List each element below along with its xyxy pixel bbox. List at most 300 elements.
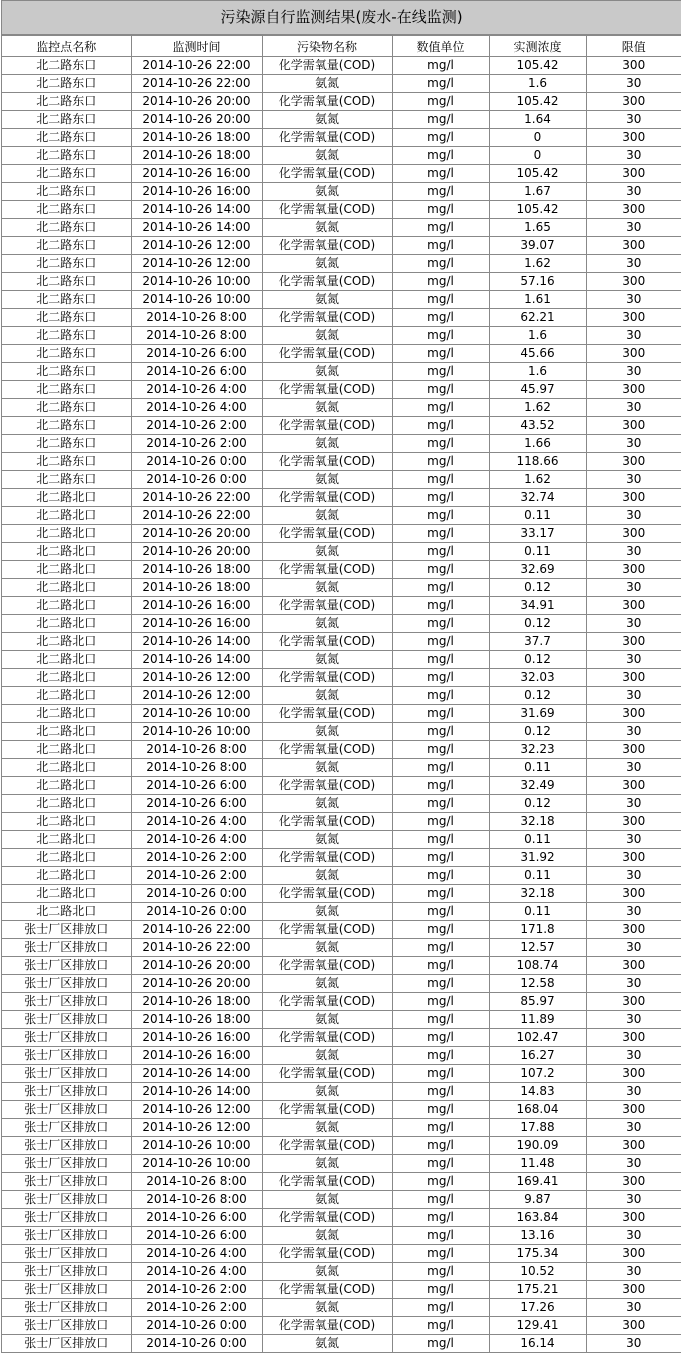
table-row [2,291,681,309]
unit-cell: mg/l [392,417,489,435]
concentration-cell: 105.42 [489,57,586,75]
limit-cell: 30 [586,1227,681,1245]
site-cell: 张士厂区排放口 [2,1101,131,1119]
time-cell: 2014-10-26 10:00 [131,1137,262,1155]
concentration-cell: 0.11 [489,759,586,777]
concentration-cell: 190.09 [489,1137,586,1155]
table-row [2,1209,681,1227]
pollutant-cell: 氨氮 [262,111,392,129]
pollutant-cell: 氨氮 [262,759,392,777]
table-row [2,165,681,183]
site-cell: 北二路东口 [2,165,131,183]
concentration-cell: 0.11 [489,831,586,849]
table-row [2,507,681,525]
table-row [2,939,681,957]
limit-cell: 30 [586,1191,681,1209]
unit-cell: mg/l [392,1227,489,1245]
pollutant-cell: 化学需氧量(COD) [262,633,392,651]
site-cell: 北二路北口 [2,579,131,597]
site-cell: 张士厂区排放口 [2,975,131,993]
concentration-cell: 0.11 [489,507,586,525]
site-cell: 北二路东口 [2,201,131,219]
limit-cell: 300 [586,453,681,471]
concentration-cell: 37.7 [489,633,586,651]
limit-cell: 30 [586,615,681,633]
table-row [2,471,681,489]
limit-cell: 300 [586,1065,681,1083]
site-cell: 张士厂区排放口 [2,957,131,975]
unit-cell: mg/l [392,75,489,93]
time-cell: 2014-10-26 16:00 [131,615,262,633]
unit-cell: mg/l [392,93,489,111]
unit-cell: mg/l [392,1173,489,1191]
site-cell: 张士厂区排放口 [2,1155,131,1173]
site-cell: 张士厂区排放口 [2,1173,131,1191]
time-cell: 2014-10-26 2:00 [131,1299,262,1317]
unit-cell: mg/l [392,1335,489,1353]
limit-cell: 300 [586,705,681,723]
unit-cell: mg/l [392,381,489,399]
limit-cell: 300 [586,885,681,903]
limit-cell: 300 [586,201,681,219]
site-cell: 北二路东口 [2,255,131,273]
pollutant-cell: 化学需氧量(COD) [262,1317,392,1335]
column-header-concentration: 实测浓度 [489,36,586,57]
table-row [2,1065,681,1083]
table-row [2,777,681,795]
table-row [2,219,681,237]
concentration-cell: 0.12 [489,615,586,633]
concentration-cell: 1.6 [489,327,586,345]
concentration-cell: 1.6 [489,75,586,93]
time-cell: 2014-10-26 22:00 [131,75,262,93]
concentration-cell: 1.65 [489,219,586,237]
site-cell: 北二路北口 [2,867,131,885]
site-cell: 北二路北口 [2,723,131,741]
unit-cell: mg/l [392,165,489,183]
table-row [2,831,681,849]
limit-cell: 30 [586,1335,681,1353]
pollutant-cell: 化学需氧量(COD) [262,1281,392,1299]
unit-cell: mg/l [392,831,489,849]
unit-cell: mg/l [392,111,489,129]
unit-cell: mg/l [392,687,489,705]
time-cell: 2014-10-26 6:00 [131,363,262,381]
concentration-cell: 16.14 [489,1335,586,1353]
table-row [2,489,681,507]
time-cell: 2014-10-26 18:00 [131,1011,262,1029]
table-row [2,993,681,1011]
time-cell: 2014-10-26 2:00 [131,417,262,435]
time-cell: 2014-10-26 16:00 [131,597,262,615]
site-cell: 北二路北口 [2,489,131,507]
unit-cell: mg/l [392,291,489,309]
time-cell: 2014-10-26 22:00 [131,921,262,939]
unit-cell: mg/l [392,1047,489,1065]
time-cell: 2014-10-26 22:00 [131,489,262,507]
unit-cell: mg/l [392,471,489,489]
unit-cell: mg/l [392,327,489,345]
time-cell: 2014-10-26 20:00 [131,525,262,543]
limit-cell: 300 [586,525,681,543]
time-cell: 2014-10-26 8:00 [131,1191,262,1209]
concentration-cell: 39.07 [489,237,586,255]
time-cell: 2014-10-26 18:00 [131,561,262,579]
limit-cell: 30 [586,75,681,93]
concentration-cell: 0 [489,129,586,147]
time-cell: 2014-10-26 2:00 [131,1281,262,1299]
pollutant-cell: 氨氮 [262,615,392,633]
pollutant-cell: 化学需氧量(COD) [262,525,392,543]
pollutant-cell: 氨氮 [262,363,392,381]
limit-cell: 30 [586,111,681,129]
site-cell: 张士厂区排放口 [2,921,131,939]
time-cell: 2014-10-26 18:00 [131,147,262,165]
table-row [2,417,681,435]
site-cell: 北二路北口 [2,777,131,795]
limit-cell: 30 [586,1155,681,1173]
pollutant-cell: 化学需氧量(COD) [262,813,392,831]
pollutant-cell: 化学需氧量(COD) [262,237,392,255]
unit-cell: mg/l [392,1137,489,1155]
limit-cell: 300 [586,1317,681,1335]
table-row [2,813,681,831]
table-row [2,1227,681,1245]
site-cell: 北二路北口 [2,687,131,705]
table-row [2,849,681,867]
table-row [2,147,681,165]
time-cell: 2014-10-26 8:00 [131,327,262,345]
time-cell: 2014-10-26 18:00 [131,993,262,1011]
limit-cell: 300 [586,669,681,687]
site-cell: 北二路东口 [2,363,131,381]
concentration-cell: 108.74 [489,957,586,975]
time-cell: 2014-10-26 10:00 [131,705,262,723]
concentration-cell: 105.42 [489,201,586,219]
limit-cell: 300 [586,1209,681,1227]
pollutant-cell: 氨氮 [262,1119,392,1137]
table-row [2,525,681,543]
pollutant-cell: 化学需氧量(COD) [262,957,392,975]
limit-cell: 300 [586,777,681,795]
table-row [2,885,681,903]
concentration-cell: 9.87 [489,1191,586,1209]
time-cell: 2014-10-26 10:00 [131,291,262,309]
site-cell: 张士厂区排放口 [2,1299,131,1317]
time-cell: 2014-10-26 12:00 [131,687,262,705]
time-cell: 2014-10-26 16:00 [131,1029,262,1047]
table-row [2,615,681,633]
time-cell: 2014-10-26 0:00 [131,885,262,903]
limit-cell: 30 [586,795,681,813]
unit-cell: mg/l [392,1119,489,1137]
table-row [2,1317,681,1335]
site-cell: 张士厂区排放口 [2,993,131,1011]
pollutant-cell: 氨氮 [262,183,392,201]
site-cell: 北二路北口 [2,543,131,561]
concentration-cell: 118.66 [489,453,586,471]
unit-cell: mg/l [392,705,489,723]
table-row [2,921,681,939]
unit-cell: mg/l [392,777,489,795]
concentration-cell: 171.8 [489,921,586,939]
table-row [2,1011,681,1029]
pollutant-cell: 氨氮 [262,1299,392,1317]
pollutant-cell: 氨氮 [262,831,392,849]
time-cell: 2014-10-26 12:00 [131,237,262,255]
table-row [2,1263,681,1281]
limit-cell: 30 [586,1263,681,1281]
site-cell: 北二路东口 [2,93,131,111]
pollutant-cell: 氨氮 [262,795,392,813]
time-cell: 2014-10-26 8:00 [131,759,262,777]
site-cell: 北二路东口 [2,237,131,255]
site-cell: 张士厂区排放口 [2,1065,131,1083]
concentration-cell: 0.12 [489,687,586,705]
limit-cell: 30 [586,579,681,597]
pollutant-cell: 化学需氧量(COD) [262,1209,392,1227]
pollutant-cell: 化学需氧量(COD) [262,57,392,75]
concentration-cell: 16.27 [489,1047,586,1065]
limit-cell: 300 [586,1101,681,1119]
time-cell: 2014-10-26 16:00 [131,1047,262,1065]
concentration-cell: 0 [489,147,586,165]
limit-cell: 30 [586,1299,681,1317]
limit-cell: 30 [586,651,681,669]
site-cell: 张士厂区排放口 [2,1227,131,1245]
table-row [2,327,681,345]
concentration-cell: 168.04 [489,1101,586,1119]
time-cell: 2014-10-26 22:00 [131,939,262,957]
pollutant-cell: 氨氮 [262,1011,392,1029]
limit-cell: 30 [586,759,681,777]
concentration-cell: 32.18 [489,813,586,831]
limit-cell: 30 [586,291,681,309]
time-cell: 2014-10-26 12:00 [131,255,262,273]
time-cell: 2014-10-26 2:00 [131,849,262,867]
time-cell: 2014-10-26 16:00 [131,183,262,201]
concentration-cell: 45.97 [489,381,586,399]
pollutant-cell: 化学需氧量(COD) [262,201,392,219]
time-cell: 2014-10-26 22:00 [131,507,262,525]
concentration-cell: 32.49 [489,777,586,795]
site-cell: 北二路东口 [2,381,131,399]
table-row [2,273,681,291]
unit-cell: mg/l [392,525,489,543]
pollutant-cell: 化学需氧量(COD) [262,1245,392,1263]
concentration-cell: 0.11 [489,543,586,561]
time-cell: 2014-10-26 6:00 [131,795,262,813]
time-cell: 2014-10-26 12:00 [131,1101,262,1119]
table-row [2,381,681,399]
site-cell: 北二路北口 [2,903,131,921]
pollutant-cell: 化学需氧量(COD) [262,165,392,183]
site-cell: 北二路北口 [2,831,131,849]
table-row [2,201,681,219]
time-cell: 2014-10-26 6:00 [131,1227,262,1245]
site-cell: 北二路北口 [2,669,131,687]
unit-cell: mg/l [392,975,489,993]
table-row [2,111,681,129]
table-row [2,309,681,327]
time-cell: 2014-10-26 14:00 [131,201,262,219]
pollutant-cell: 氨氮 [262,723,392,741]
concentration-cell: 45.66 [489,345,586,363]
limit-cell: 30 [586,255,681,273]
unit-cell: mg/l [392,633,489,651]
time-cell: 2014-10-26 0:00 [131,453,262,471]
concentration-cell: 11.48 [489,1155,586,1173]
site-cell: 北二路东口 [2,309,131,327]
time-cell: 2014-10-26 8:00 [131,1173,262,1191]
concentration-cell: 175.21 [489,1281,586,1299]
limit-cell: 30 [586,543,681,561]
concentration-cell: 31.92 [489,849,586,867]
concentration-cell: 1.62 [489,399,586,417]
pollutant-cell: 氨氮 [262,255,392,273]
concentration-cell: 107.2 [489,1065,586,1083]
pollutant-cell: 化学需氧量(COD) [262,309,392,327]
table-row [2,867,681,885]
table-row [2,759,681,777]
time-cell: 2014-10-26 14:00 [131,219,262,237]
limit-cell: 30 [586,435,681,453]
concentration-cell: 13.16 [489,1227,586,1245]
site-cell: 张士厂区排放口 [2,1047,131,1065]
time-cell: 2014-10-26 0:00 [131,1335,262,1353]
time-cell: 2014-10-26 12:00 [131,669,262,687]
concentration-cell: 11.89 [489,1011,586,1029]
unit-cell: mg/l [392,615,489,633]
limit-cell: 300 [586,921,681,939]
site-cell: 北二路北口 [2,597,131,615]
site-cell: 北二路北口 [2,849,131,867]
table-row [2,597,681,615]
pollutant-cell: 化学需氧量(COD) [262,597,392,615]
unit-cell: mg/l [392,579,489,597]
site-cell: 北二路北口 [2,759,131,777]
pollutant-cell: 化学需氧量(COD) [262,993,392,1011]
pollutant-cell: 氨氮 [262,1227,392,1245]
unit-cell: mg/l [392,651,489,669]
column-header-pollutant: 污染物名称 [262,36,392,57]
limit-cell: 300 [586,309,681,327]
pollutant-cell: 化学需氧量(COD) [262,345,392,363]
site-cell: 北二路北口 [2,561,131,579]
site-cell: 北二路北口 [2,651,131,669]
time-cell: 2014-10-26 18:00 [131,129,262,147]
limit-cell: 300 [586,237,681,255]
table-row [2,903,681,921]
site-cell: 张士厂区排放口 [2,1119,131,1137]
site-cell: 北二路东口 [2,183,131,201]
table-row [2,705,681,723]
site-cell: 张士厂区排放口 [2,1011,131,1029]
time-cell: 2014-10-26 10:00 [131,1155,262,1173]
table-row [2,1335,681,1353]
limit-cell: 300 [586,417,681,435]
time-cell: 2014-10-26 10:00 [131,273,262,291]
pollutant-cell: 化学需氧量(COD) [262,705,392,723]
concentration-cell: 31.69 [489,705,586,723]
unit-cell: mg/l [392,237,489,255]
table-row [2,1281,681,1299]
unit-cell: mg/l [392,669,489,687]
table-header-row [2,36,681,57]
unit-cell: mg/l [392,507,489,525]
site-cell: 北二路北口 [2,741,131,759]
site-cell: 北二路东口 [2,75,131,93]
limit-cell: 30 [586,183,681,201]
table-row [2,453,681,471]
table-row [2,957,681,975]
concentration-cell: 0.12 [489,723,586,741]
table-row [2,1047,681,1065]
unit-cell: mg/l [392,849,489,867]
limit-cell: 300 [586,165,681,183]
column-header-limit: 限值 [586,36,681,57]
concentration-cell: 105.42 [489,93,586,111]
concentration-cell: 0.12 [489,795,586,813]
unit-cell: mg/l [392,1011,489,1029]
table-row [2,741,681,759]
site-cell: 北二路北口 [2,885,131,903]
table-row [2,723,681,741]
pollutant-cell: 氨氮 [262,75,392,93]
limit-cell: 300 [586,1173,681,1191]
table-row [2,93,681,111]
pollutant-cell: 化学需氧量(COD) [262,1029,392,1047]
limit-cell: 300 [586,597,681,615]
site-cell: 北二路东口 [2,291,131,309]
table-row [2,75,681,93]
time-cell: 2014-10-26 2:00 [131,435,262,453]
limit-cell: 300 [586,1281,681,1299]
limit-cell: 30 [586,687,681,705]
concentration-cell: 0.12 [489,579,586,597]
site-cell: 北二路东口 [2,345,131,363]
time-cell: 2014-10-26 0:00 [131,903,262,921]
time-cell: 2014-10-26 6:00 [131,1209,262,1227]
limit-cell: 300 [586,1245,681,1263]
limit-cell: 300 [586,849,681,867]
limit-cell: 30 [586,507,681,525]
column-header-site: 监控点名称 [2,36,131,57]
concentration-cell: 1.61 [489,291,586,309]
pollutant-cell: 氨氮 [262,939,392,957]
limit-cell: 30 [586,867,681,885]
unit-cell: mg/l [392,561,489,579]
time-cell: 2014-10-26 0:00 [131,1317,262,1335]
limit-cell: 300 [586,561,681,579]
site-cell: 北二路东口 [2,453,131,471]
limit-cell: 30 [586,1119,681,1137]
table-row [2,669,681,687]
site-cell: 张士厂区排放口 [2,939,131,957]
concentration-cell: 12.57 [489,939,586,957]
table-row [2,633,681,651]
site-cell: 张士厂区排放口 [2,1029,131,1047]
limit-cell: 300 [586,93,681,111]
concentration-cell: 17.88 [489,1119,586,1137]
unit-cell: mg/l [392,1029,489,1047]
concentration-cell: 175.34 [489,1245,586,1263]
pollutant-cell: 氨氮 [262,975,392,993]
pollutant-cell: 氨氮 [262,471,392,489]
unit-cell: mg/l [392,723,489,741]
unit-cell: mg/l [392,489,489,507]
report-panel [1,0,681,1353]
